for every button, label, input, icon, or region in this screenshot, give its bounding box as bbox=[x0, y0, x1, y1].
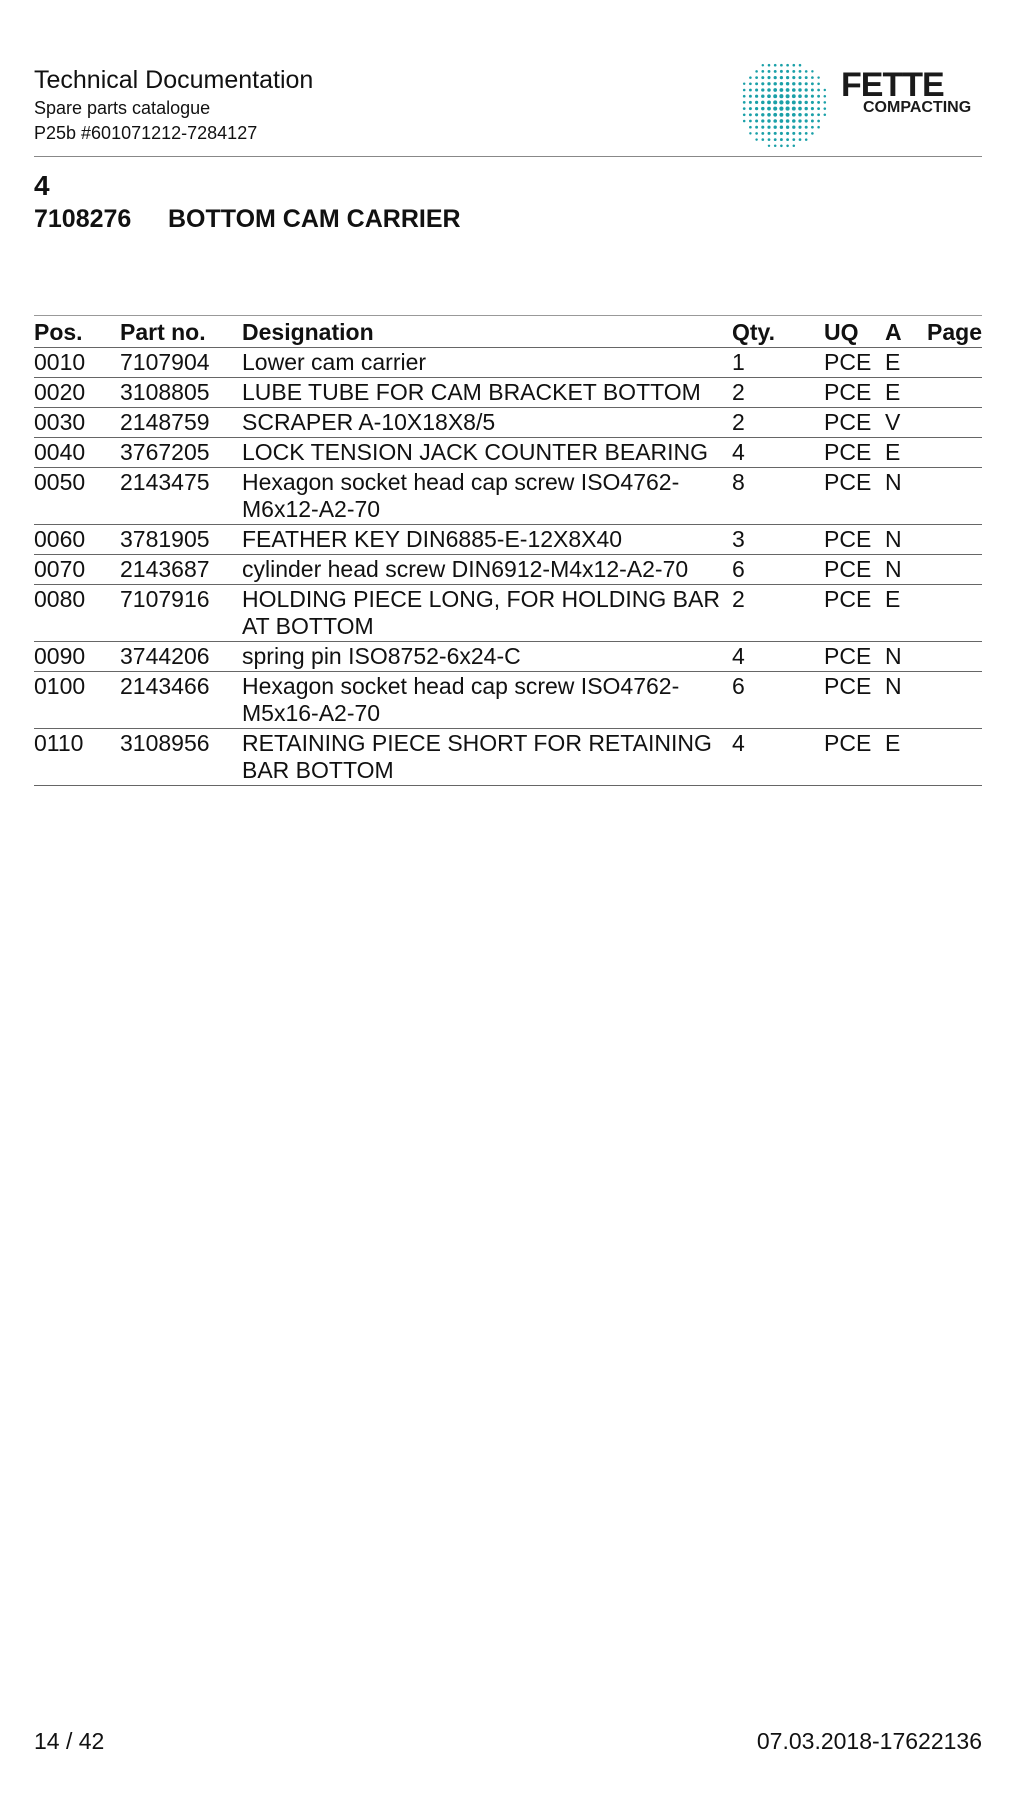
cell-qty: 4 bbox=[732, 438, 824, 468]
cell-pos: 0060 bbox=[34, 525, 120, 555]
cell-designation: Hexagon socket head cap screw ISO4762-M6x12-A2-70 bbox=[242, 468, 732, 525]
cell-uq: PCE bbox=[824, 525, 885, 555]
cell-qty: 2 bbox=[732, 585, 824, 642]
cell-designation: Lower cam carrier bbox=[242, 348, 732, 378]
parts-table bbox=[34, 315, 982, 786]
cell-uq: PCE bbox=[824, 468, 885, 525]
cell-uq: PCE bbox=[824, 348, 885, 378]
dot-sphere-icon bbox=[735, 56, 831, 152]
logo-subtitle: COMPACTING bbox=[863, 99, 972, 116]
cell-qty: 8 bbox=[732, 468, 824, 525]
cell-a: E bbox=[885, 348, 925, 378]
cell-page bbox=[925, 468, 982, 525]
table-row bbox=[34, 585, 982, 642]
cell-pos: 0030 bbox=[34, 408, 120, 438]
cell-designation: FEATHER KEY DIN6885-E-12X8X40 bbox=[242, 525, 732, 555]
cell-qty: 4 bbox=[732, 642, 824, 672]
cell-uq: PCE bbox=[824, 729, 885, 786]
cell-page bbox=[925, 525, 982, 555]
cell-designation: HOLDING PIECE LONG, FOR HOLDING BAR AT BOTTOM bbox=[242, 585, 732, 642]
logo-wordmark: FETTE bbox=[841, 66, 944, 104]
cell-pos: 0110 bbox=[34, 729, 120, 786]
col-a-header: A bbox=[885, 316, 925, 348]
table-row bbox=[34, 642, 982, 672]
cell-uq: PCE bbox=[824, 585, 885, 642]
cell-pos: 0020 bbox=[34, 378, 120, 408]
cell-qty: 6 bbox=[732, 672, 824, 729]
cell-part: 7107904 bbox=[120, 348, 242, 378]
cell-qty: 2 bbox=[732, 408, 824, 438]
cell-uq: PCE bbox=[824, 408, 885, 438]
cell-pos: 0050 bbox=[34, 468, 120, 525]
table-row bbox=[34, 348, 982, 378]
table-row bbox=[34, 672, 982, 729]
assembly-name: BOTTOM CAM CARRIER bbox=[168, 205, 461, 233]
col-uq-header: UQ bbox=[824, 316, 885, 348]
cell-part: 3108956 bbox=[120, 729, 242, 786]
cell-page bbox=[925, 438, 982, 468]
cell-part: 3744206 bbox=[120, 642, 242, 672]
header-divider bbox=[34, 156, 982, 157]
cell-pos: 0010 bbox=[34, 348, 120, 378]
cell-uq: PCE bbox=[824, 555, 885, 585]
cell-designation: LUBE TUBE FOR CAM BRACKET BOTTOM bbox=[242, 378, 732, 408]
col-designation-header: Designation bbox=[242, 316, 732, 348]
col-pos-header: Pos. bbox=[34, 316, 120, 348]
table-header-row bbox=[34, 316, 982, 348]
document-title: Technical Documentation bbox=[34, 66, 314, 94]
cell-page bbox=[925, 672, 982, 729]
cell-pos: 0090 bbox=[34, 642, 120, 672]
cell-part: 3108805 bbox=[120, 378, 242, 408]
cell-a: N bbox=[885, 672, 925, 729]
table-row bbox=[34, 378, 982, 408]
cell-part: 3767205 bbox=[120, 438, 242, 468]
cell-uq: PCE bbox=[824, 642, 885, 672]
cell-page bbox=[925, 378, 982, 408]
cell-uq: PCE bbox=[824, 378, 885, 408]
cell-designation: cylinder head screw DIN6912-M4x12-A2-70 bbox=[242, 555, 732, 585]
cell-pos: 0040 bbox=[34, 438, 120, 468]
table-row bbox=[34, 408, 982, 438]
cell-a: E bbox=[885, 585, 925, 642]
document-subtitle: Spare parts catalogue bbox=[34, 98, 211, 118]
cell-page bbox=[925, 348, 982, 378]
footer-date-ref: 07.03.2018-17622136 bbox=[756, 1728, 982, 1754]
cell-qty: 6 bbox=[732, 555, 824, 585]
section-number: 4 bbox=[34, 170, 50, 201]
cell-a: N bbox=[885, 555, 925, 585]
cell-uq: PCE bbox=[824, 438, 885, 468]
cell-a: N bbox=[885, 642, 925, 672]
col-page-header: Page bbox=[925, 316, 982, 348]
cell-page bbox=[925, 642, 982, 672]
cell-a: E bbox=[885, 378, 925, 408]
cell-part: 7107916 bbox=[120, 585, 242, 642]
cell-qty: 1 bbox=[732, 348, 824, 378]
cell-part: 2143466 bbox=[120, 672, 242, 729]
cell-qty: 3 bbox=[732, 525, 824, 555]
cell-a: E bbox=[885, 729, 925, 786]
col-qty-header: Qty. bbox=[732, 316, 824, 348]
cell-pos: 0100 bbox=[34, 672, 120, 729]
cell-a: V bbox=[885, 408, 925, 438]
cell-a: N bbox=[885, 525, 925, 555]
cell-designation: Hexagon socket head cap screw ISO4762-M5x16-A2-70 bbox=[242, 672, 732, 729]
col-part-header: Part no. bbox=[120, 316, 242, 348]
cell-qty: 2 bbox=[732, 378, 824, 408]
cell-part: 2148759 bbox=[120, 408, 242, 438]
cell-page bbox=[925, 585, 982, 642]
cell-page bbox=[925, 408, 982, 438]
cell-designation: spring pin ISO8752-6x24-C bbox=[242, 642, 732, 672]
page-number: 14 / 42 bbox=[34, 1728, 105, 1754]
assembly-code: 7108276 bbox=[34, 205, 132, 233]
cell-designation: SCRAPER A-10X18X8/5 bbox=[242, 408, 732, 438]
cell-part: 2143687 bbox=[120, 555, 242, 585]
cell-part: 2143475 bbox=[120, 468, 242, 525]
table-row bbox=[34, 438, 982, 468]
cell-part: 3781905 bbox=[120, 525, 242, 555]
cell-page bbox=[925, 729, 982, 786]
table-row bbox=[34, 468, 982, 525]
cell-a: N bbox=[885, 468, 925, 525]
cell-pos: 0080 bbox=[34, 585, 120, 642]
cell-page bbox=[925, 555, 982, 585]
document-reference: P25b #601071212-7284127 bbox=[34, 123, 258, 143]
table-row bbox=[34, 729, 982, 786]
cell-pos: 0070 bbox=[34, 555, 120, 585]
cell-qty: 4 bbox=[732, 729, 824, 786]
cell-designation: RETAINING PIECE SHORT FOR RETAINING BAR BOTTOM bbox=[242, 729, 732, 786]
table-row bbox=[34, 525, 982, 555]
section-title bbox=[34, 205, 461, 234]
fette-logo bbox=[735, 56, 985, 152]
cell-designation: LOCK TENSION JACK COUNTER BEARING bbox=[242, 438, 732, 468]
cell-uq: PCE bbox=[824, 672, 885, 729]
document-header bbox=[34, 64, 313, 146]
cell-a: E bbox=[885, 438, 925, 468]
table-row bbox=[34, 555, 982, 585]
